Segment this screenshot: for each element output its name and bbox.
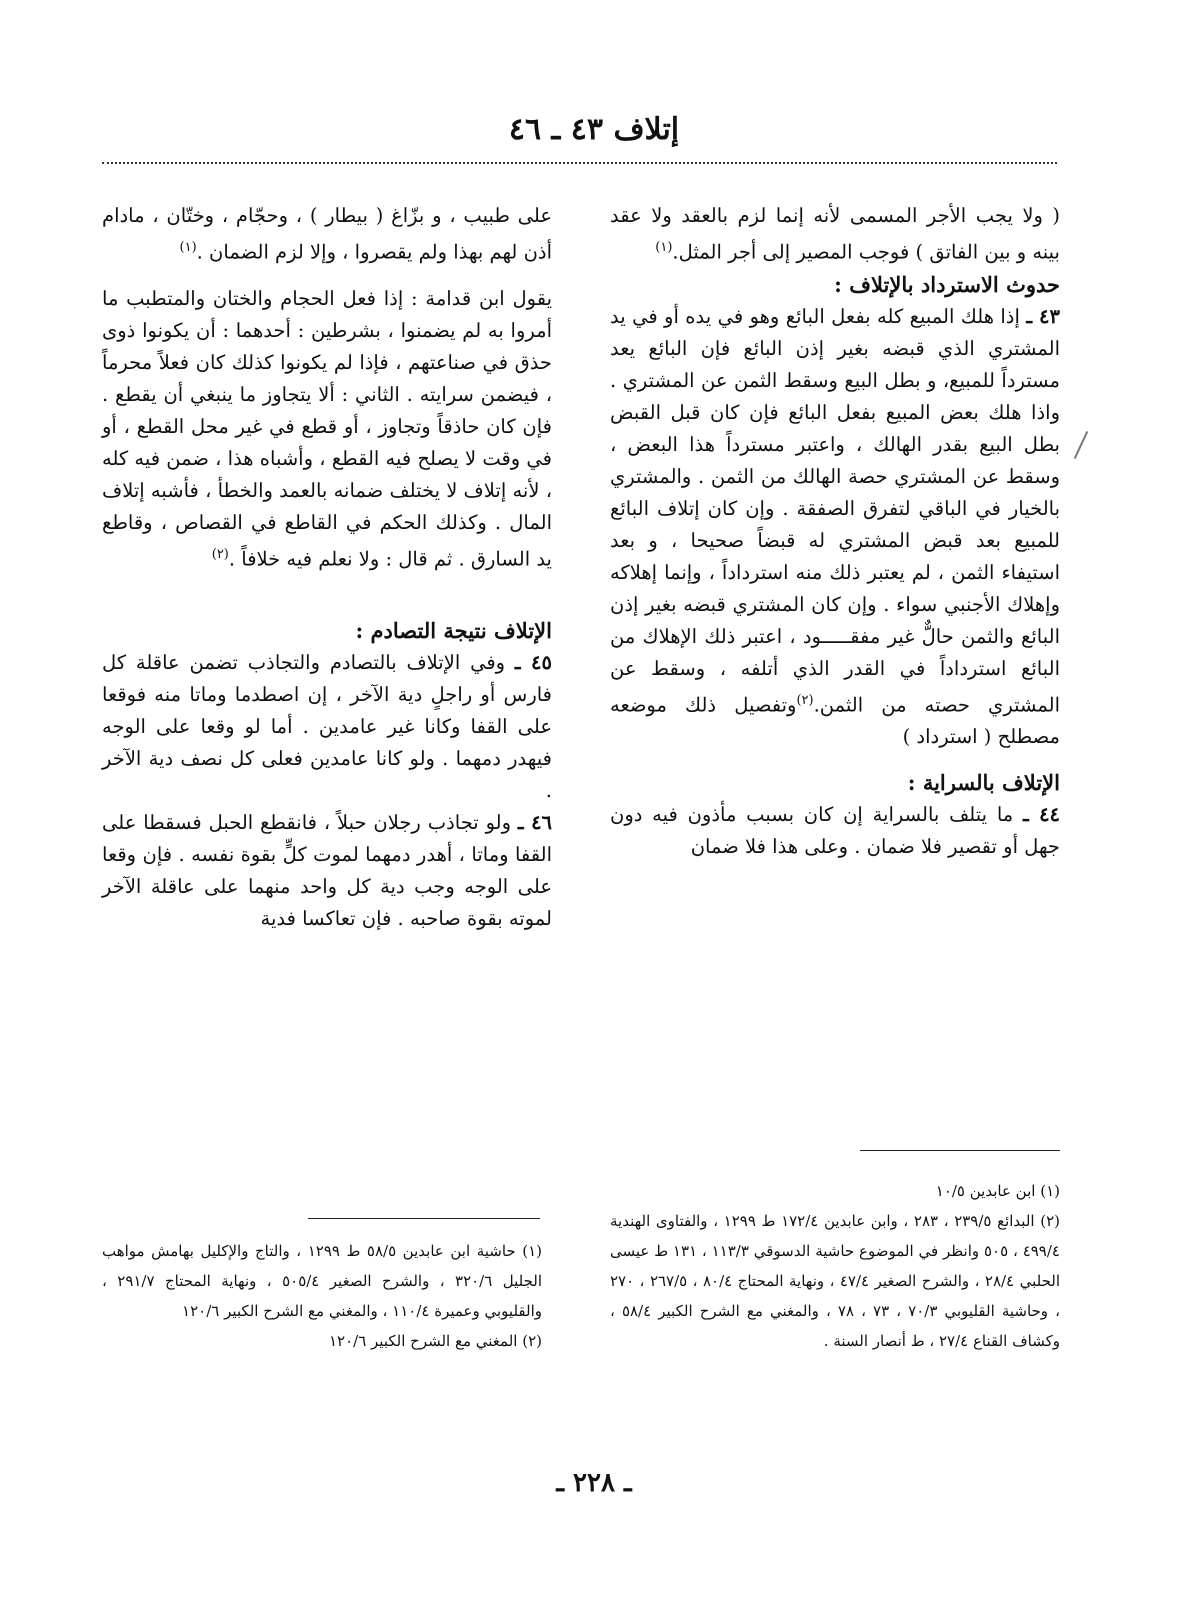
left-p4-text: ولو تجاذب رجلان حبلاً ، فانقطع الحبل فسقطا على القفا وماتا ، أهدر دمهما لموت كلٍّ بقوة نفسه . فإن وقعا على الوجه وجب دية كل واحد منهما على عاقلة الآخر لموته بقوة صاحبه . فإن تعاكسا فدية (102, 811, 552, 930)
right-p2-tail: وتفصيل ذلك موضعه مصطلح ( استرداد ) (610, 693, 1060, 748)
left-footnotes (102, 1236, 542, 1356)
left-p3-text: وفي الإتلاف بالتصادم والتجاذب تضمن عاقلة كل فارس أو راجلٍ دية الآخر ، إن اصطدما وماتا منه فوقعا على القفا وكانا غير عامدين . أما لو وقعا على الوجه فيهدر دمهما . ولو كانا عامدين فعلى كل نصف دية الآخر . (102, 651, 552, 802)
left-p1-footnote-ref: (١) (179, 240, 197, 255)
left-p2-text: يقول ابن قدامة : إذا فعل الحجام والختان والمتطبب ما أمروا به لم يضمنوا ، بشرطين : أحدهما : أن يكونوا ذوى حذق في صناعتهم ، فإذا لم يكونوا كذلك كان فعلاً محرماً ، فيضمن سرايته . الثاني : ألا يتجاوز ما ينبغي أن يقطع . فإن كان حاذقاً وتجاوز ، أو قطع في غير محل القطع ، أو في وقت لا يصلح فيه القطع ، وأشباه هذا ، ضمن فيه كله ، لأنه إتلاف لا يختلف ضمانه بالعمد والخطأ ، فأشبه إتلاف المال . وكذلك الحكم في القاطع في القصاص ، وقاطع يد السارق . ثم قال : ولا نعلم فيه خلافاً . (102, 286, 552, 570)
left-column (102, 200, 552, 935)
left-footnote-2: (٢) المغني مع الشرح الكبير ١٢٠/٦ (328, 1332, 542, 1350)
section-number-43: ٤٣ ـ (1026, 304, 1060, 328)
right-paragraph-43 (610, 301, 1060, 754)
heading-istirdad: حدوث الاسترداد بالإتلاف : (834, 271, 1060, 297)
right-paragraph-1 (610, 200, 1060, 269)
left-paragraph-1 (102, 200, 552, 269)
left-footnote-separator (308, 1218, 540, 1219)
left-p1-text: على طبيب ، و بزّاغ ( بيطار ) ، وحجّام ، وختّان ، مادام أذن لهم بهذا ولم يقصروا ، وإلا لزم الضمان . (102, 204, 552, 264)
right-p1-text: ( ولا يجب الأجر المسمى لأنه إنما لزم بالعقد ولا عقد بينه و بين الفاتق ) فوجب المصير إلى أجر المثل. (610, 204, 1060, 264)
left-paragraph-45 (102, 647, 552, 807)
header-dotted-rule (102, 162, 1057, 164)
right-footnotes (610, 1176, 1060, 1356)
right-footnote-1: (١) ابن عابدين ١٠/٥ (935, 1182, 1060, 1200)
left-paragraph-46 (102, 807, 552, 935)
page-number: ـ ٢٢٨ ـ (556, 1468, 632, 1498)
section-number-45: ٤٥ ـ (514, 651, 552, 674)
right-p2-footnote-ref: (٢) (796, 692, 814, 708)
right-p1-footnote-ref: (١) (655, 240, 673, 255)
right-p2-text: إذا هلك المبيع كله بفعل البائع وهو في يده أو في يد المشتري الذي قبضه بغير إذن البائع فإن البائع يعد مسترداً للمبيع، و بطل البيع وسقط الثمن عن المشتري . واذا هلك بعض المبيع بفعل البائع فإن كان قبل القبض بطل البيع بقدر الهالك ، واعتبر مسترداً هذا البعض ، وسقط عن المشتري حصة الهالك من الثمن . والمشتري بالخيار في الباقي لتفرق الصفقة . وإن كان إتلاف البائع للمبيع بعد قبض المشتري له قبضاً صحيحا ، و بعد استيفاء الثمن ، لم يعتبر ذلك منه استرداداً ، وإنما إهلاكه وإهلاك الأجنبي سواء . وإن كان المشتري قبضه بغير إذن البائع والثمن حالٌّ غير مفقـــــود ، اعتبر ذلك الإهلاك من البائع استرداداً في القدر الذي أتلفه ، وسقط عن المشتري حصته من الثمن. (610, 304, 1060, 716)
heading-sirayah: الإتلاف بالسراية : (907, 770, 1060, 795)
section-number-44: ٤٤ ـ (1022, 803, 1061, 826)
page-header: إتلاف ٤٣ ـ ٤٦ (508, 112, 680, 147)
heading-tasadum: الإتلاف نتيجة التصادم : (355, 618, 552, 643)
left-footnote-1: (١) حاشية ابن عابدين ٥٨/٥ ط ١٢٩٩ ، والتاج والإكليل بهامش مواهب الجليل ٣٢٠/٦ ، والشرح الصغير ٥٠٥/٤ ، ونهاية المحتاج ٢٩١/٧ ، والقليوبي وعميرة ١١٠/٤ ، والمغني مع الشرح الكبير ١٢٠/٦ (102, 1242, 542, 1320)
right-paragraph-44 (610, 799, 1060, 863)
right-footnote-separator (860, 1150, 1060, 1151)
right-footnote-2: (٢) البدائع ٢٣٩/٥ ، ٢٨٣ ، وابن عابدين ١٧٢/٤ ط ١٢٩٩ ، والفتاوى الهندية ٤٩٩/٤ ، ٥٠٥ وانظر في الموضوع حاشية الدسوقي ١١٣/٣ ، ١٣١ ط عيسى الحلبي ٢٨/٤ ، والشرح الصغير ٤٧/٤ ، ونهاية المحتاج ٨٠/٤ ، ٢٦٧/٥ ، ٢٧٠ ، وحاشية القليوبي ٧٠/٣ ، ٧٣ ، ٧٨ ، والمغني مع الشرح الكبير ٥٨/٤ ، وكشاف القناع ٢٧/٤ ، ط أنصار السنة . (610, 1212, 1060, 1350)
stray-pen-mark (1074, 431, 1088, 459)
left-p2-footnote-ref: (٢) (211, 546, 229, 562)
left-paragraph-ibn-qudama (102, 283, 552, 576)
section-number-46: ٤٦ ـ (517, 811, 553, 834)
right-p3-text: ما يتلف بالسراية إن كان بسبب مأذون فيه دون جهل أو تقصير فلا ضمان . وعلى هذا فلا ضمان (610, 803, 1060, 858)
right-column (610, 200, 1060, 863)
